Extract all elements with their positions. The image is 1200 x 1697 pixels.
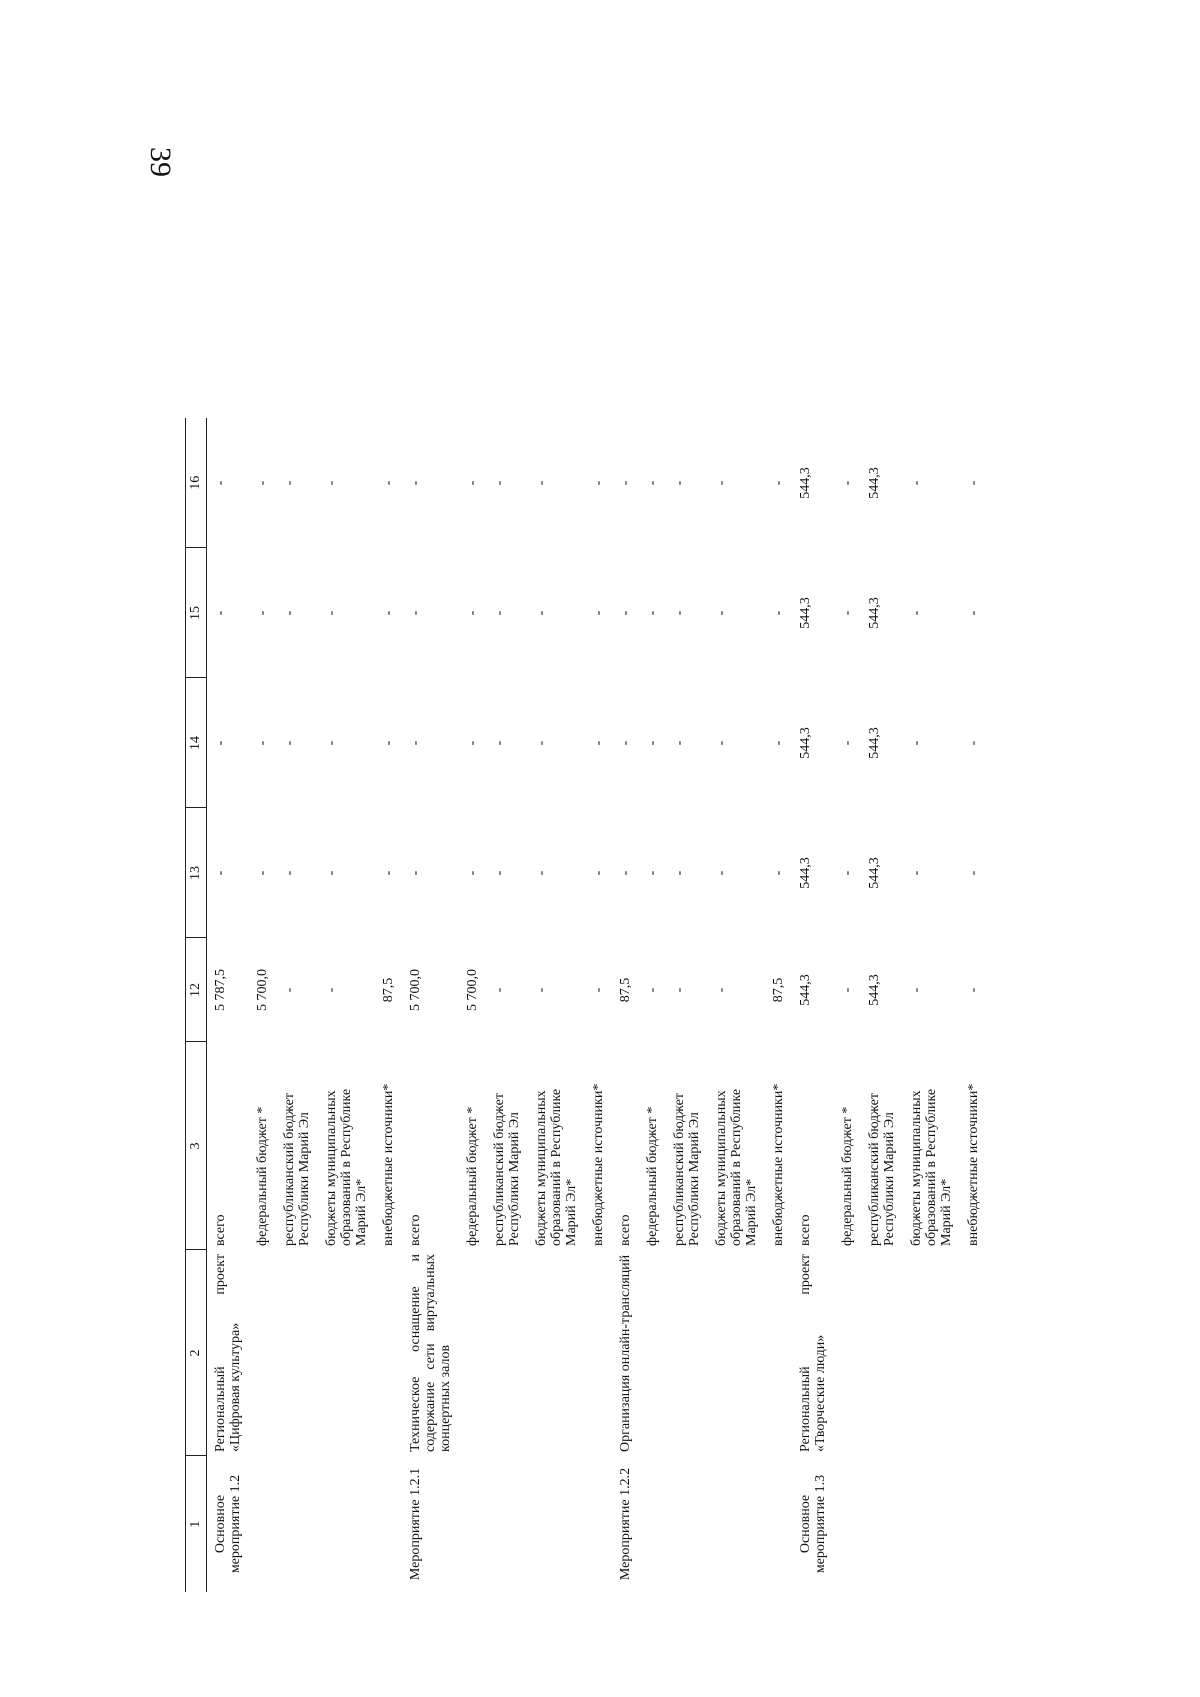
- value-col-15: -: [840, 610, 855, 616]
- value-col-12: -: [672, 987, 687, 993]
- table-row: [903, 418, 960, 1592]
- value-col-12: -: [966, 987, 981, 993]
- funding-source: республиканский бюджет Республики Марий Эл: [282, 1093, 312, 1246]
- value-col-12: 544,3: [798, 974, 813, 1006]
- value-col-14: -: [324, 740, 339, 746]
- row-group-label: [276, 1456, 318, 1592]
- value-col-16: 544,3: [867, 467, 882, 499]
- row-description: [585, 1250, 612, 1456]
- value-col-16: -: [492, 480, 507, 486]
- row-description: [639, 1250, 666, 1456]
- column-header: 3: [186, 1042, 207, 1250]
- value-col-16: -: [840, 480, 855, 486]
- column-number-row: [186, 418, 207, 1592]
- row-description: [708, 1250, 765, 1456]
- table-row: [276, 418, 318, 1592]
- value-col-14: -: [591, 740, 606, 746]
- value-col-14: -: [465, 740, 480, 746]
- value-col-12: 87,5: [618, 977, 633, 1003]
- row-description: [249, 1250, 276, 1456]
- value-col-12: -: [282, 987, 297, 993]
- value-col-15: -: [213, 610, 228, 616]
- funding-source: бюджеты муниципальных образований в Республике Марий Эл*: [324, 1088, 369, 1246]
- value-col-16: -: [645, 480, 660, 486]
- value-col-12: -: [840, 987, 855, 993]
- value-col-15: 544,3: [798, 597, 813, 629]
- value-col-15: 544,3: [867, 597, 882, 629]
- value-col-14: -: [771, 740, 786, 746]
- value-col-13: -: [840, 870, 855, 876]
- value-col-13: -: [591, 870, 606, 876]
- value-col-14: -: [492, 740, 507, 746]
- row-group-label: [249, 1456, 276, 1592]
- table-row: [765, 418, 792, 1592]
- value-col-13: -: [672, 870, 687, 876]
- funding-source: бюджеты муниципальных образований в Республике Марий Эл*: [714, 1088, 759, 1246]
- row-group-label: [486, 1456, 528, 1592]
- row-group-label: Основное мероприятие 1.2: [213, 1474, 243, 1574]
- value-col-13: -: [492, 870, 507, 876]
- row-group-label: [585, 1456, 612, 1592]
- row-group-label: [375, 1456, 402, 1592]
- value-col-16: -: [282, 480, 297, 486]
- value-col-12: 5 700,0: [408, 969, 423, 1011]
- column-header: 12: [186, 938, 207, 1042]
- value-col-15: -: [966, 610, 981, 616]
- table-row: [834, 418, 861, 1592]
- funding-source: внебюджетные источники*: [966, 1083, 981, 1246]
- value-col-14: -: [282, 740, 297, 746]
- column-header: 1: [186, 1456, 207, 1592]
- value-col-13: -: [282, 870, 297, 876]
- value-col-13: -: [618, 870, 633, 876]
- funding-source: всего: [618, 1214, 633, 1246]
- value-col-15: -: [492, 610, 507, 616]
- value-col-16: -: [618, 480, 633, 486]
- table-row: [375, 418, 402, 1592]
- value-col-13: -: [381, 870, 396, 876]
- row-group-label: [765, 1456, 792, 1592]
- value-col-14: -: [408, 740, 423, 746]
- value-col-14: -: [618, 740, 633, 746]
- value-col-15: -: [714, 610, 729, 616]
- table-row: [249, 418, 276, 1592]
- row-description: [903, 1250, 960, 1456]
- funding-source: республиканский бюджет Республики Марий Эл: [672, 1093, 702, 1246]
- value-col-12: 544,3: [867, 974, 882, 1006]
- value-col-13: -: [966, 870, 981, 876]
- column-header: 15: [186, 548, 207, 678]
- row-description: Региональный проект «Цифровая культура»: [213, 1254, 243, 1452]
- value-col-12: 87,5: [771, 977, 786, 1003]
- column-header: 16: [186, 418, 207, 548]
- value-col-13: -: [714, 870, 729, 876]
- value-col-16: 544,3: [798, 467, 813, 499]
- value-col-16: -: [213, 480, 228, 486]
- value-col-13: 544,3: [867, 857, 882, 889]
- funding-source: федеральный бюджет *: [255, 1106, 270, 1246]
- table-row: [459, 418, 486, 1592]
- value-col-13: -: [534, 870, 549, 876]
- value-col-15: -: [645, 610, 660, 616]
- value-col-12: -: [324, 987, 339, 993]
- value-col-12: -: [534, 987, 549, 993]
- value-col-15: -: [909, 610, 924, 616]
- value-col-16: -: [591, 480, 606, 486]
- row-group-label: [834, 1456, 861, 1592]
- value-col-14: 544,3: [798, 727, 813, 759]
- funding-source: бюджеты муниципальных образований в Республике Марий Эл*: [909, 1088, 954, 1246]
- value-col-13: -: [465, 870, 480, 876]
- value-col-12: -: [645, 987, 660, 993]
- value-col-16: -: [909, 480, 924, 486]
- funding-source: республиканский бюджет Республики Марий Эл: [492, 1093, 522, 1246]
- row-group-label: Мероприятие 1.2.1: [408, 1467, 423, 1581]
- row-group-label: [708, 1456, 765, 1592]
- table-row: [960, 418, 987, 1592]
- row-group-label: [861, 1456, 903, 1592]
- value-col-13: -: [408, 870, 423, 876]
- row-group-label: [666, 1456, 708, 1592]
- value-col-14: -: [840, 740, 855, 746]
- value-col-13: -: [909, 870, 924, 876]
- table-row: [528, 418, 585, 1592]
- value-col-13: -: [213, 870, 228, 876]
- funding-source: всего: [798, 1214, 813, 1246]
- row-description: [666, 1250, 708, 1456]
- table-row: [585, 418, 612, 1592]
- row-description: [765, 1250, 792, 1456]
- row-group-label: [528, 1456, 585, 1592]
- table-row: [639, 418, 666, 1592]
- row-group-label: Мероприятие 1.2.2: [618, 1467, 633, 1581]
- funding-source: внебюджетные источники*: [591, 1083, 606, 1246]
- value-col-15: -: [771, 610, 786, 616]
- funding-source: всего: [408, 1214, 423, 1246]
- funding-source: федеральный бюджет *: [465, 1106, 480, 1246]
- value-col-15: -: [672, 610, 687, 616]
- column-header: 2: [186, 1250, 207, 1456]
- value-col-13: -: [255, 870, 270, 876]
- value-col-12: 87,5: [381, 977, 396, 1003]
- value-col-12: -: [909, 987, 924, 993]
- funding-source: всего: [213, 1214, 228, 1246]
- table-row: [792, 418, 834, 1592]
- value-col-12: -: [591, 987, 606, 993]
- value-col-14: -: [381, 740, 396, 746]
- row-description: [861, 1250, 903, 1456]
- value-col-15: -: [534, 610, 549, 616]
- row-description: [375, 1250, 402, 1456]
- funding-source: бюджеты муниципальных образований в Республике Марий Эл*: [534, 1088, 579, 1246]
- value-col-14: -: [213, 740, 228, 746]
- row-group-label: [318, 1456, 375, 1592]
- value-col-16: -: [381, 480, 396, 486]
- value-col-14: -: [534, 740, 549, 746]
- funding-source: внебюджетные источники*: [771, 1083, 786, 1246]
- row-group-label: Основное мероприятие 1.3: [798, 1474, 828, 1574]
- funding-source: республиканский бюджет Республики Марий Эл: [867, 1093, 897, 1246]
- value-col-14: -: [672, 740, 687, 746]
- value-col-14: -: [714, 740, 729, 746]
- value-col-16: -: [771, 480, 786, 486]
- value-col-12: 5 787,5: [213, 969, 228, 1011]
- value-col-12: -: [492, 987, 507, 993]
- value-col-16: -: [465, 480, 480, 486]
- row-description: [960, 1250, 987, 1456]
- row-description: Техническое оснащение и содержание сети виртуальных концертных залов: [408, 1254, 453, 1452]
- value-col-16: -: [714, 480, 729, 486]
- value-col-12: 5 700,0: [465, 969, 480, 1011]
- value-col-13: -: [324, 870, 339, 876]
- funding-source: внебюджетные источники*: [381, 1083, 396, 1246]
- row-description: [459, 1250, 486, 1456]
- table-row: [318, 418, 375, 1592]
- value-col-15: -: [381, 610, 396, 616]
- row-description: [834, 1250, 861, 1456]
- value-col-12: 5 700,0: [255, 969, 270, 1011]
- page-number: 39: [144, 147, 177, 177]
- row-description: [486, 1250, 528, 1456]
- funding-source: федеральный бюджет *: [645, 1106, 660, 1246]
- value-col-16: -: [408, 480, 423, 486]
- row-group-label: [960, 1456, 987, 1592]
- value-col-14: -: [966, 740, 981, 746]
- value-col-15: -: [408, 610, 423, 616]
- table-body: [207, 418, 988, 1592]
- value-col-16: -: [324, 480, 339, 486]
- value-col-14: -: [645, 740, 660, 746]
- row-group-label: [459, 1456, 486, 1592]
- value-col-16: -: [534, 480, 549, 486]
- table-row: [402, 418, 459, 1592]
- column-header: 14: [186, 678, 207, 808]
- value-col-15: -: [465, 610, 480, 616]
- table-row: [486, 418, 528, 1592]
- table-row: [666, 418, 708, 1592]
- table-row: [708, 418, 765, 1592]
- value-col-16: -: [966, 480, 981, 486]
- row-description: [276, 1250, 318, 1456]
- table-row: [861, 418, 903, 1592]
- row-group-label: [903, 1456, 960, 1592]
- row-description: Организация онлайн-трансляций: [618, 1254, 633, 1452]
- value-col-15: -: [618, 610, 633, 616]
- table-row: [207, 418, 250, 1592]
- value-col-15: -: [255, 610, 270, 616]
- row-group-label: [639, 1456, 666, 1592]
- value-col-12: -: [714, 987, 729, 993]
- value-col-13: -: [645, 870, 660, 876]
- row-description: Региональный проект «Творческие люди»: [798, 1254, 828, 1452]
- value-col-14: -: [255, 740, 270, 746]
- value-col-16: -: [672, 480, 687, 486]
- value-col-15: -: [591, 610, 606, 616]
- value-col-14: 544,3: [867, 727, 882, 759]
- column-header: 13: [186, 808, 207, 938]
- value-col-15: -: [324, 610, 339, 616]
- budget-table: [185, 418, 987, 1592]
- value-col-15: -: [282, 610, 297, 616]
- value-col-13: 544,3: [798, 857, 813, 889]
- funding-source: федеральный бюджет *: [840, 1106, 855, 1246]
- value-col-14: -: [909, 740, 924, 746]
- value-col-16: -: [255, 480, 270, 486]
- value-col-13: -: [771, 870, 786, 876]
- table-row: [612, 418, 639, 1592]
- row-description: [528, 1250, 585, 1456]
- row-description: [318, 1250, 375, 1456]
